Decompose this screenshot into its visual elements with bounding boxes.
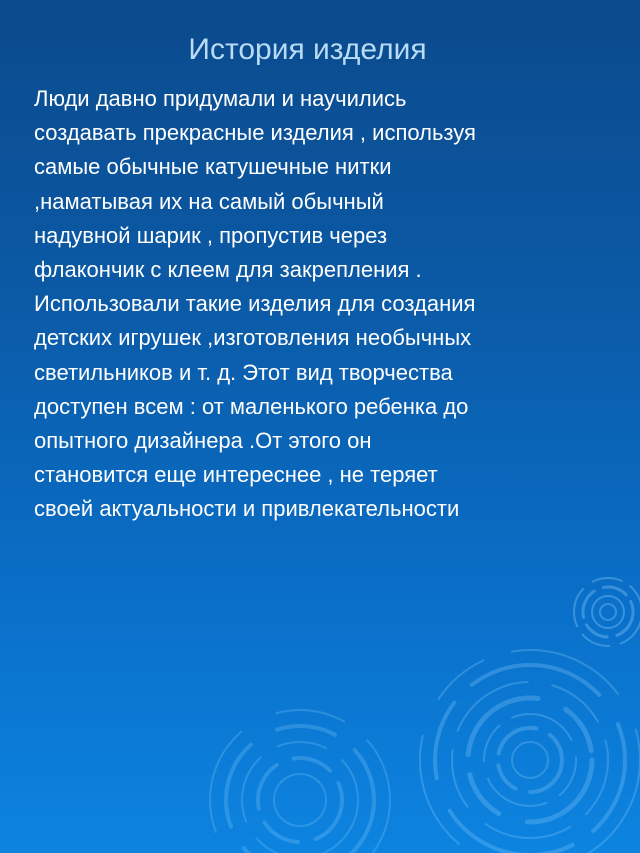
body-line: создавать прекрасные изделия , используя (34, 120, 476, 146)
ring-group-bottom (210, 710, 390, 853)
body-line: флакончик с клеем для закрепления . (34, 257, 422, 283)
body-line: Использовали такие изделия для создания (34, 291, 476, 317)
ring-group-small (574, 578, 640, 646)
body-line: надувной шарик , пропустив через (34, 222, 388, 248)
body-line: опытного дизайнера .От этого он (34, 428, 372, 454)
ring-group-large (420, 650, 640, 853)
body-line: Люди давно придумали и научились (34, 86, 407, 111)
body-line: своей актуальности и привлекательности (34, 496, 460, 522)
body-line: становится еще интереснее , не теряет (34, 462, 438, 488)
body-line: детских игрушек ,изготовления необычных (34, 325, 472, 351)
slide-body-text (34, 82, 612, 527)
body-line: самые обычные катушечные нитки (34, 154, 392, 180)
body-line: доступен всем : от маленького ребенка до (34, 393, 469, 419)
slide-title: История изделия (188, 33, 427, 66)
body-line: ,наматывая их на самый обычный (34, 188, 384, 214)
body-line: светильников и т. д. Этот вид творчества (34, 359, 453, 385)
